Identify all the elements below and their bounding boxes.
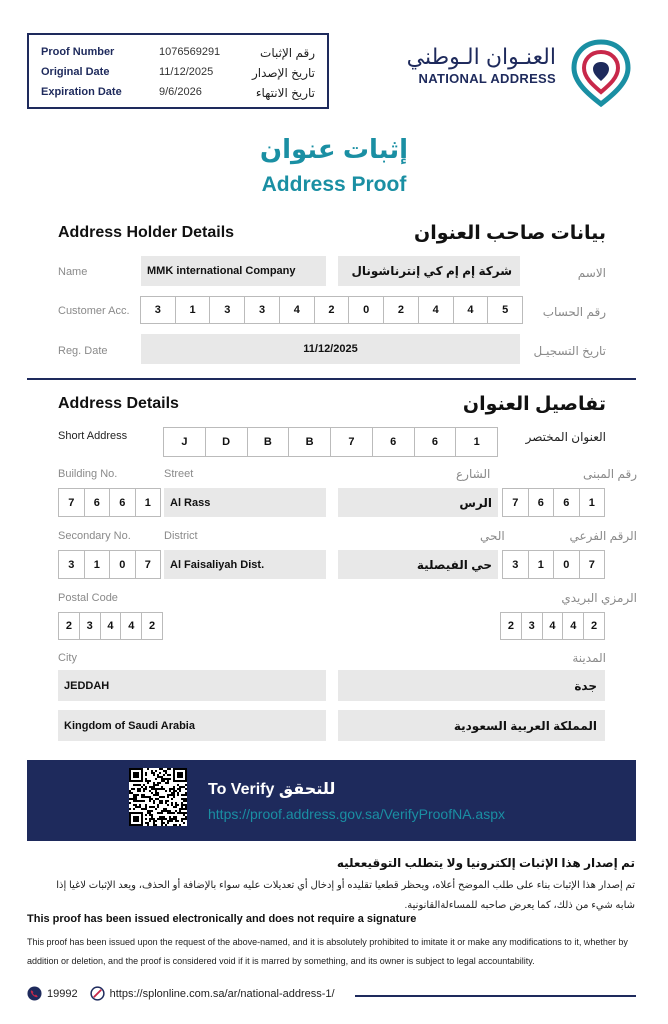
postal-digit-cell: 3 — [521, 612, 543, 640]
account-digit-cell: 4 — [418, 296, 454, 324]
expiration-date-label-ar: تاريخ الانتهاء — [255, 86, 315, 100]
postal-digit-cell: 4 — [120, 612, 142, 640]
name-ar-field: شركة إم إم كي إنترناشونال — [338, 256, 520, 286]
postal-digit-cell: 3 — [79, 612, 101, 640]
verify-title: To Verify للتحقق — [208, 781, 336, 798]
secondary-number-cells — [58, 550, 160, 579]
holder-section-title-ar: بيانات صاحب العنوان — [413, 223, 606, 244]
name-en-field: MMK international Company — [141, 256, 326, 286]
logo-text-ar: العنـوان الـوطني — [406, 44, 556, 69]
account-digit-cell: 4 — [453, 296, 489, 324]
short-address-label: Short Address — [58, 430, 128, 442]
reg-date-label: Reg. Date — [58, 345, 108, 357]
building-label: Building No. — [58, 468, 118, 480]
street-en-field: Al Rass — [164, 488, 326, 517]
city-label-ar: المدينة — [572, 651, 606, 665]
phone-icon — [27, 986, 42, 1001]
original-date: 11/12/2025 — [159, 66, 214, 78]
postal-digit-cell: 2 — [58, 612, 80, 640]
account-digit-cell: 0 — [348, 296, 384, 324]
building-digit-cell: 6 — [553, 488, 580, 517]
account-digit-cell: 1 — [175, 296, 211, 324]
street-ar-field: الرس — [338, 488, 498, 517]
qr-code-icon[interactable] — [129, 768, 187, 826]
building-digit-cell: 6 — [528, 488, 555, 517]
footer-heading-ar: تم إصدار هذا الإثبات إلكترونيا ولا يتطلب التوقيععليه — [336, 856, 635, 870]
building-digit-cell: 7 — [58, 488, 85, 517]
city-ar-field: جدة — [338, 670, 605, 701]
verify-link[interactable]: https://proof.address.gov.sa/VerifyProofNA.aspx — [208, 806, 506, 822]
short-address-label-ar: العنوان المختصر — [525, 430, 606, 444]
title-en: Address Proof — [261, 173, 407, 196]
proof-number-label: Proof Number — [41, 46, 115, 58]
verify-band — [27, 760, 636, 841]
building-digit-cell: 6 — [109, 488, 136, 517]
short-address-cell: 1 — [455, 427, 498, 457]
secondary-digit-cell: 3 — [58, 550, 85, 579]
proof-number-label-ar: رقم الإثبات — [260, 46, 315, 60]
building-digit-cell: 1 — [579, 488, 606, 517]
short-address-cells — [163, 427, 497, 457]
account-label: Customer Acc. — [58, 305, 130, 317]
secondary-digit-cell: 1 — [528, 550, 555, 579]
country-en-field: Kingdom of Saudi Arabia — [58, 710, 326, 741]
holder-section-title: Address Holder Details — [58, 224, 235, 241]
city-label: City — [58, 652, 77, 664]
street-label-ar: الشارع — [456, 467, 491, 481]
secondary-digit-cell: 0 — [109, 550, 136, 579]
footer-body-ar: تم إصدار هذا الإثبات بناء على طلب الموضح أعلاه، ويحظر قطعيا تقليده أو إدخال أي تعديلات عليه سواء بالإضافة أو الحذف، ويعد الإثبات لاغيا إذا شابه شيء من ذلك، كما يعرض صاحبه للمساءلةالقانونية. — [56, 880, 635, 911]
short-address-cell: J — [163, 427, 206, 457]
secondary-label-ar: الرقم الفرعي — [569, 529, 637, 543]
footer-body-en: This proof has been issued upon the request of the above-named, and it is absolutely prohibited to imitate it or make any modifications to it, whether by addition or deletion, and the proof is considered void if it is marred by something, and its owner is subject to legal accountability. — [27, 937, 628, 966]
name-label-ar: الاسم — [577, 266, 606, 280]
account-digit-cell: 3 — [140, 296, 176, 324]
title-ar: إثبات عنوان — [259, 134, 409, 164]
logo-text-en: NATIONAL ADDRESS — [418, 71, 556, 86]
account-digit-cell: 4 — [279, 296, 315, 324]
original-date-label-ar: تاريخ الإصدار — [251, 66, 315, 80]
building-number-cells-ar — [502, 488, 604, 517]
secondary-label: Secondary No. — [58, 530, 131, 542]
postal-digit-cell: 4 — [100, 612, 122, 640]
short-address-cell: D — [205, 427, 248, 457]
footer-heading-en: This proof has been issued electronically and does not require a signature — [27, 913, 417, 925]
address-section-title: Address Details — [58, 395, 179, 412]
short-address-cell: B — [288, 427, 331, 457]
account-digit-cell: 3 — [244, 296, 280, 324]
website-link[interactable]: https://splonline.com.sa/ar/national-address-1/ — [109, 987, 335, 1000]
postal-label-ar: الرمزي البريدي — [561, 591, 637, 605]
expiration-date: 9/6/2026 — [159, 86, 202, 98]
postal-digit-cell: 4 — [542, 612, 564, 640]
postal-digit-cell: 2 — [583, 612, 605, 640]
proof-number: 1076569291 — [159, 46, 221, 58]
short-address-cell: 6 — [414, 427, 457, 457]
secondary-digit-cell: 3 — [502, 550, 529, 579]
secondary-digit-cell: 1 — [84, 550, 111, 579]
account-digit-cell: 5 — [487, 296, 523, 324]
short-address-cell: 6 — [372, 427, 415, 457]
footer-line — [355, 995, 636, 997]
street-label: Street — [164, 468, 194, 480]
building-digit-cell: 1 — [135, 488, 162, 517]
postal-digit-cell: 4 — [562, 612, 584, 640]
phone-number[interactable]: 19992 — [47, 987, 78, 1000]
name-label: Name — [58, 266, 88, 278]
contact-bar — [27, 986, 335, 1001]
section-divider — [27, 378, 636, 380]
district-en-field: Al Faisaliyah Dist. — [164, 550, 326, 579]
district-ar-field: حي الفيصلية — [338, 550, 498, 579]
postal-digit-cell: 2 — [141, 612, 163, 640]
short-address-cell: 7 — [330, 427, 373, 457]
secondary-digit-cell: 0 — [553, 550, 580, 579]
proof-info-box — [27, 33, 329, 109]
address-section-title-ar: تفاصيل العنوان — [462, 394, 606, 415]
building-label-ar: رقم المبنى — [582, 467, 637, 481]
web-icon — [90, 986, 105, 1001]
original-date-label: Original Date — [41, 66, 110, 78]
account-digit-cell: 2 — [383, 296, 419, 324]
national-address-logo-icon — [566, 36, 636, 108]
account-number-cells — [140, 296, 522, 324]
postal-code-cells — [58, 612, 162, 640]
reg-date-field: 11/12/2025 — [141, 334, 520, 364]
secondary-number-cells-ar — [502, 550, 604, 579]
district-label-ar: الحي — [480, 529, 505, 543]
postal-digit-cell: 2 — [500, 612, 522, 640]
secondary-digit-cell: 7 — [579, 550, 606, 579]
postal-code-cells-ar — [500, 612, 604, 640]
postal-label: Postal Code — [58, 592, 118, 604]
reg-date-label-ar: تاريخ التسجيـل — [533, 344, 606, 358]
account-digit-cell: 2 — [314, 296, 350, 324]
city-en-field: JEDDAH — [58, 670, 326, 701]
secondary-digit-cell: 7 — [135, 550, 162, 579]
account-digit-cell: 3 — [209, 296, 245, 324]
short-address-cell: B — [247, 427, 290, 457]
district-label: District — [164, 530, 198, 542]
account-label-ar: رقم الحساب — [542, 305, 606, 319]
country-ar-field: المملكة العربية السعودية — [338, 710, 605, 741]
expiration-date-label: Expiration Date — [41, 86, 122, 98]
building-digit-cell: 6 — [84, 488, 111, 517]
building-digit-cell: 7 — [502, 488, 529, 517]
building-number-cells — [58, 488, 160, 517]
